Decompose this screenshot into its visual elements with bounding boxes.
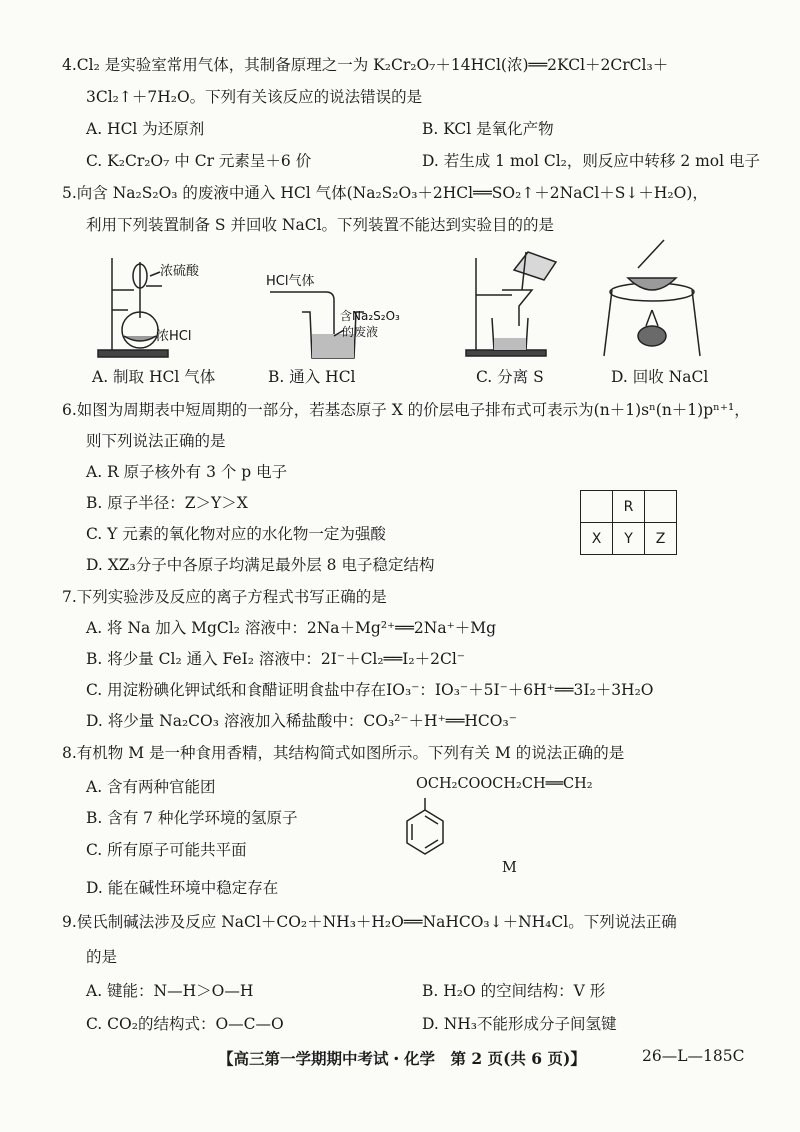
- q5-stem-line1: 5.向含 Na₂S₂O₃ 的废液中通入 HCl 气体(Na₂S₂O₃＋2HCl══SO₂↑＋2NaCl＋S↓＋H₂O)，: [62, 184, 708, 202]
- q5-caption-b: B. 通入 HCl: [268, 368, 356, 386]
- q8-structure-label: M: [502, 860, 517, 876]
- q4-option-c: C. K₂Cr₂O₇ 中 Cr 元素呈＋6 价: [86, 152, 312, 170]
- apparatus-c-illustration: [466, 252, 556, 356]
- q7-option-c: C. 用淀粉碘化钾试纸和食醋证明食盐中存在IO₃⁻：IO₃⁻＋5I⁻＋6H⁺══3I₂＋3H₂O: [86, 681, 654, 699]
- q8-structure-formula: OCH₂COOCH₂CH══CH₂: [416, 776, 593, 792]
- apparatus-b-waste-label-1: 含Na₂S₂O₃: [340, 309, 400, 323]
- q9-stem-line1: 9.侯氏制碱法涉及反应 NaCl＋CO₂＋NH₃＋H₂O══NaHCO₃↓＋NH₄Cl。下列说法正确: [62, 913, 677, 931]
- q6-option-a: A. R 原子核外有 3 个 p 电子: [86, 463, 288, 481]
- q6-option-d: D. XZ₃分子中各原子均满足最外层 8 电子稳定结构: [86, 556, 435, 574]
- q4-option-b: B. KCl 是氧化产物: [422, 120, 554, 138]
- q4-option-d: D. 若生成 1 mol Cl₂，则反应中转移 2 mol 电子: [422, 152, 761, 170]
- periodic-table-fragment: [580, 490, 677, 555]
- q6-option-b: B. 原子半径：Z＞Y＞X: [86, 494, 248, 512]
- q5-apparatus-figure: [0, 0, 800, 400]
- table-cell: Y: [613, 523, 645, 555]
- table-cell: Z: [645, 523, 677, 555]
- q8-option-b: B. 含有 7 种化学环境的氢原子: [86, 809, 298, 827]
- q7-option-a: A. 将 Na 加入 MgCl₂ 溶液中：2Na＋Mg²⁺══2Na⁺＋Mg: [86, 619, 497, 637]
- q5-caption-d: D. 回收 NaCl: [611, 368, 709, 386]
- apparatus-a-hcl-label: 浓HCl: [156, 329, 192, 344]
- footer-code: 26—L—185C: [642, 1047, 745, 1065]
- apparatus-b-gas-label: HCl气体: [266, 274, 315, 289]
- q9-option-c: C. CO₂的结构式：O—C—O: [86, 1015, 284, 1033]
- q8-stem: 8.有机物 M 是一种食用香精，其结构简式如图所示。下列有关 M 的说法正确的是: [62, 744, 625, 762]
- q6-stem-line2: 则下列说法正确的是: [86, 432, 226, 450]
- q5-caption-a: A. 制取 HCl 气体: [92, 368, 216, 386]
- q4-stem-line2: 3Cl₂↑＋7H₂O。下列有关该反应的说法错误的是: [86, 88, 423, 106]
- apparatus-d-illustration: [604, 240, 700, 356]
- q4-stem-line1: 4.Cl₂ 是实验室常用气体，其制备原理之一为 K₂Cr₂O₇＋14HCl(浓)══2KCl＋2CrCl₃＋: [62, 56, 669, 74]
- q9-option-d: D. NH₃不能形成分子间氢键: [422, 1015, 617, 1033]
- apparatus-b-waste-label-2: 的废液: [342, 325, 379, 339]
- apparatus-a-acid-label: 浓硫酸: [160, 264, 200, 279]
- q4-option-a: A. HCl 为还原剂: [86, 120, 205, 138]
- q9-option-b: B. H₂O 的空间结构：V 形: [422, 982, 606, 1000]
- q6-option-c: C. Y 元素的氧化物对应的水化物一定为强酸: [86, 525, 386, 543]
- table-cell: [581, 491, 613, 523]
- q8-option-c: C. 所有原子可能共平面: [86, 841, 247, 859]
- q7-option-b: B. 将少量 Cl₂ 通入 FeI₂ 溶液中：2I⁻＋Cl₂══I₂＋2Cl⁻: [86, 650, 465, 668]
- footer-title: 【高三第一学期期中考试・化学 第 2 页(共 6 页)】: [218, 1049, 586, 1068]
- q9-stem-line2: 的是: [86, 948, 118, 966]
- q7-option-d: D. 将少量 Na₂CO₃ 溶液加入稀盐酸中：CO₃²⁻＋H⁺══HCO₃⁻: [86, 712, 517, 730]
- table-cell: X: [581, 523, 613, 555]
- q7-stem: 7.下列实验涉及反应的离子方程式书写正确的是: [62, 588, 387, 606]
- q8-benzene-ring: [402, 798, 452, 868]
- q8-option-a: A. 含有两种官能团: [86, 778, 216, 796]
- table-cell: R: [613, 491, 645, 523]
- q5-caption-c: C. 分离 S: [476, 368, 544, 386]
- table-cell: [645, 491, 677, 523]
- q5-stem-line2: 利用下列装置制备 S 并回收 NaCl。下列装置不能达到实验目的的是: [86, 216, 555, 234]
- q9-option-a: A. 键能：N—H＞O—H: [86, 982, 254, 1000]
- q6-stem-line1: 6.如图为周期表中短周期的一部分，若基态原子 X 的价层电子排布式可表示为(n＋1)sⁿ(n＋1)pⁿ⁺¹，: [62, 401, 750, 419]
- q8-option-d: D. 能在碱性环境中稳定存在: [86, 879, 279, 897]
